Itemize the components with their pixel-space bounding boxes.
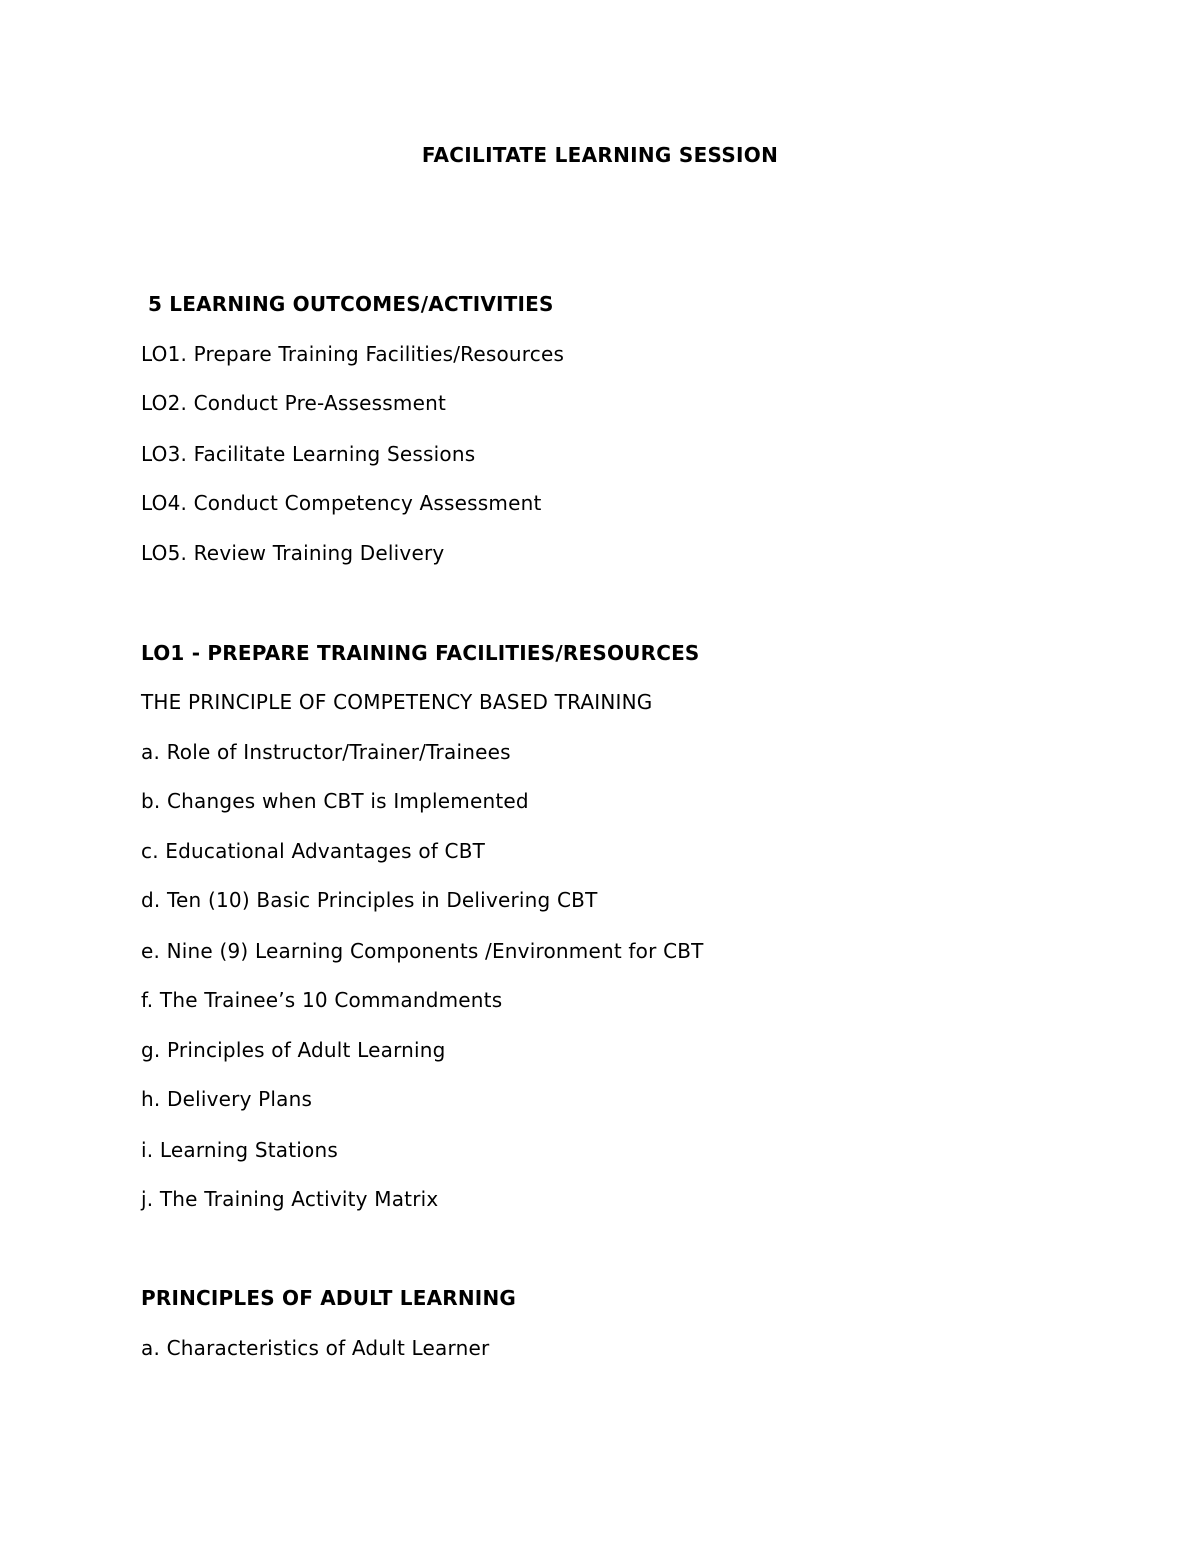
cbt-list-item: b. Changes when CBT is Implemented	[141, 789, 529, 813]
page-title: FACILITATE LEARNING SESSION	[421, 143, 779, 167]
cbt-list-item: i. Learning Stations	[141, 1138, 338, 1162]
cbt-list-item: h. Delivery Plans	[141, 1087, 313, 1111]
cbt-list-item: a. Role of Instructor/Trainer/Trainees	[141, 740, 511, 764]
outcome-item: LO1. Prepare Training Facilities/Resources	[141, 342, 565, 366]
cbt-list-item: d. Ten (10) Basic Principles in Delivering CBT	[141, 888, 598, 912]
outcomes-heading: 5 LEARNING OUTCOMES/ACTIVITIES	[148, 292, 554, 316]
outcome-item: LO5. Review Training Delivery	[141, 541, 445, 565]
cbt-list-item: e. Nine (9) Learning Components /Environment for CBT	[141, 939, 704, 963]
cbt-list-item: f. The Trainee’s 10 Commandments	[141, 988, 503, 1012]
cbt-subheading: THE PRINCIPLE OF COMPETENCY BASED TRAINING	[141, 690, 653, 714]
outcome-item: LO3. Facilitate Learning Sessions	[141, 442, 476, 466]
adult-list-item: a. Characteristics of Adult Learner	[141, 1336, 490, 1360]
cbt-list-item: c. Educational Advantages of CBT	[141, 839, 486, 863]
outcome-item: LO2. Conduct Pre-Assessment	[141, 391, 446, 415]
outcome-item: LO4. Conduct Competency Assessment	[141, 491, 542, 515]
lo1-heading: LO1 - PREPARE TRAINING FACILITIES/RESOURCES	[141, 641, 700, 665]
adult-learning-heading: PRINCIPLES OF ADULT LEARNING	[141, 1286, 516, 1310]
cbt-list-item: j. The Training Activity Matrix	[141, 1187, 439, 1211]
cbt-list-item: g. Principles of Adult Learning	[141, 1038, 446, 1062]
